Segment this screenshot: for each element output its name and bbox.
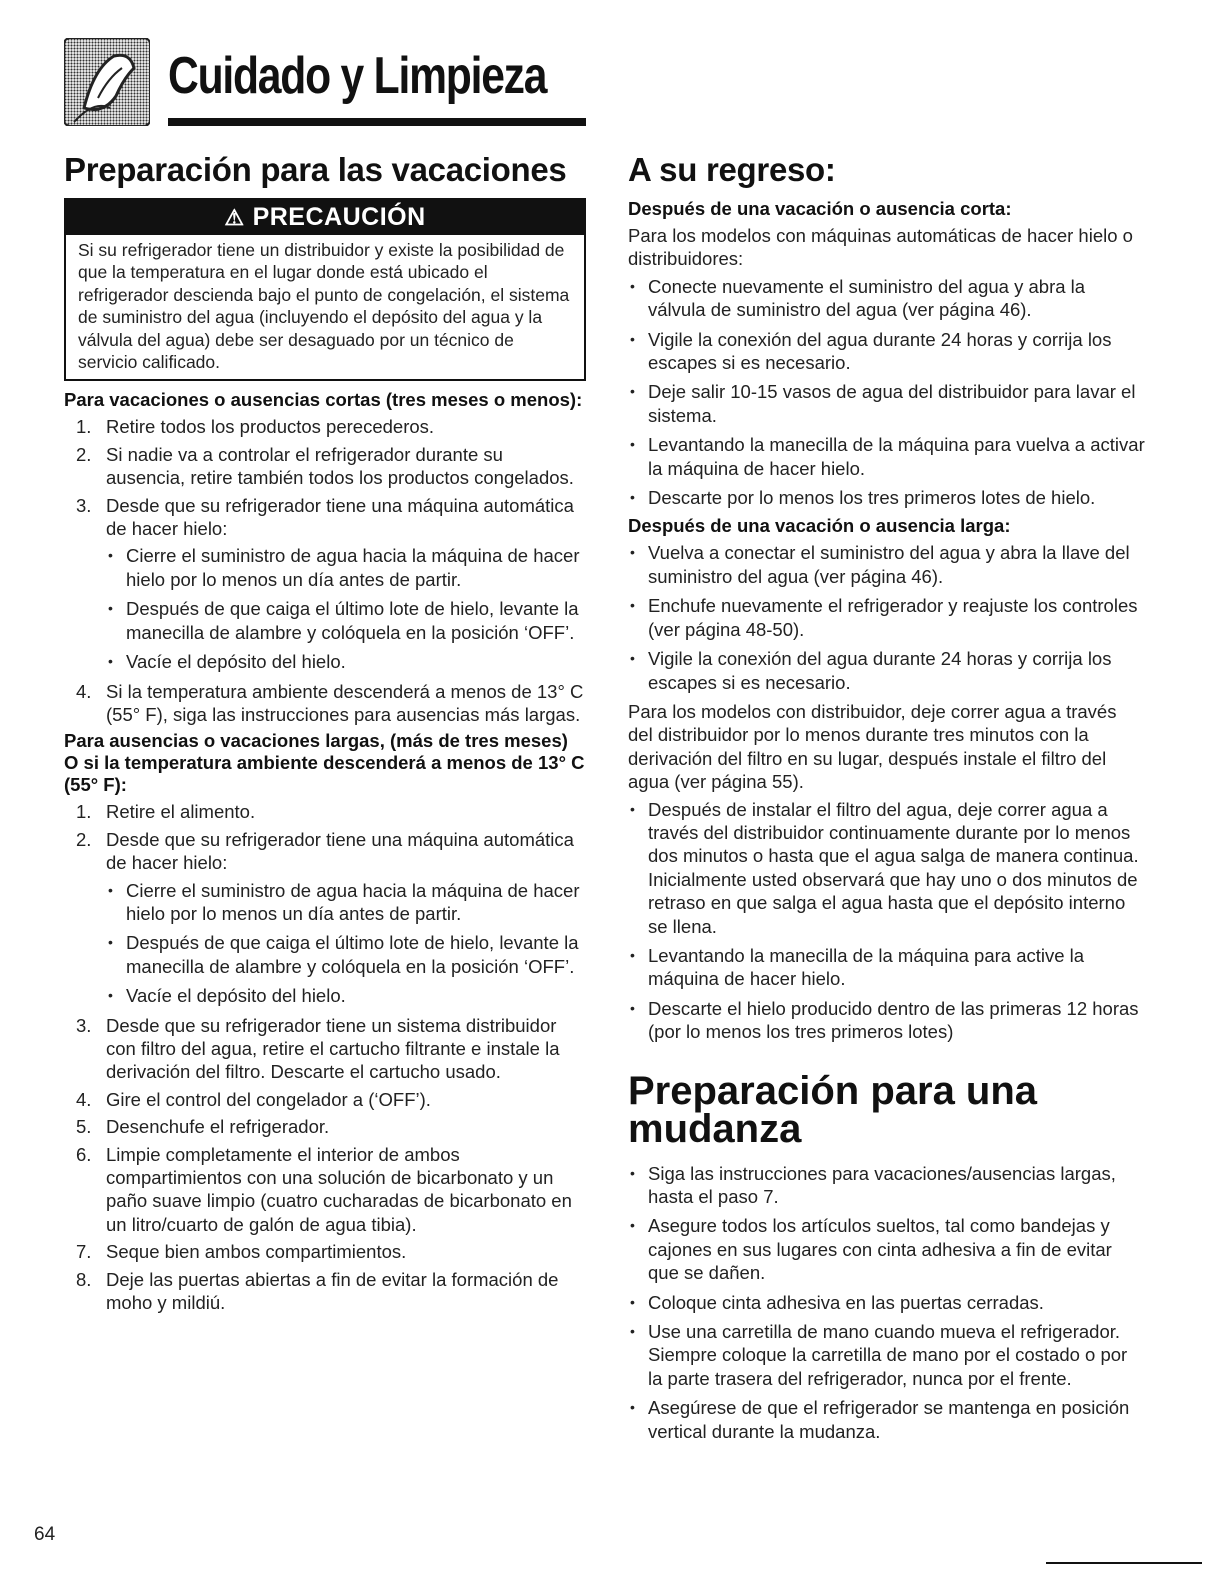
step-number: 4. <box>76 680 92 702</box>
sub-list-item: • Después de que caiga el último lote de hielo, levante la manecilla de alambre y colóquela en la posición ‘OFF’. <box>106 931 586 978</box>
caution-header <box>66 200 584 235</box>
list-item: • Siga las instrucciones para vacaciones/ausencias largas, hasta el paso 7. <box>628 1162 1146 1209</box>
list-item: • Vigile la conexión del agua durante 24 horas y corrija los escapes si es necesario. <box>628 647 1146 694</box>
step-text: Gire el control del congelador a (‘OFF’). <box>106 1088 431 1110</box>
cleaning-cloth-icon <box>64 38 150 126</box>
list-item <box>64 443 586 490</box>
list-item: • Enchufe nuevamente el refrigerador y reajuste los controles (ver página 48-50). <box>628 594 1146 641</box>
step-text: Deje las puertas abiertas a fin de evitar la formación de moho y mildiú. <box>106 1268 559 1314</box>
step-number: 2. <box>76 443 92 465</box>
return-section-title: A su regreso: <box>628 151 836 188</box>
list-item: • Levantando la manecilla de la máquina para vuelva a activar la máquina de hacer hielo. <box>628 433 1146 480</box>
step-text: Desenchufe el refrigerador. <box>106 1116 330 1138</box>
step-text: Limpie completamente el interior de ambos compartimientos con una solución de bicarbonato y un paño suave limpio (cuatro cucharadas de bicarbonato en un litro/cuarto de galón de agua tibia). <box>106 1143 572 1235</box>
list-item: • Coloque cinta adhesiva en las puertas cerradas. <box>628 1291 1146 1314</box>
caution-text: Si su refrigerador tiene un distribuidor y existe la posibilidad de que la temperatura en el lugar donde está ubicado el refrigerador descienda bajo el punto de congelación, el sistema de suministro del agua (incluyendo el depósito del agua y la válvula del agua) debe ser desaguado por un técnico de servicio calificado. <box>78 240 570 373</box>
list-item: • Vigile la conexión del agua durante 24 horas y corrija los escapes si es necesario. <box>628 328 1146 375</box>
step-number: 6. <box>76 1143 92 1165</box>
long-return-heading: Después de una vacación o ausencia larga: <box>628 515 1011 537</box>
step-text: Retire el alimento. <box>106 801 256 823</box>
list-item: • Use una carretilla de mano cuando mueva el refrigerador. Siempre coloque la carretilla de mano por el costado o por la parte trasera del refrigerador, nunca por el frente. <box>628 1320 1146 1390</box>
step-number: 8. <box>76 1268 92 1290</box>
list-item <box>64 415 586 438</box>
long-return-list <box>628 541 1146 693</box>
list-item <box>64 1240 586 1263</box>
step-text: Retire todos los productos perecederos. <box>106 416 435 438</box>
list-item <box>64 1014 586 1084</box>
page-number: 64 <box>34 1524 56 1545</box>
sub-list-item: • Vacíe el depósito del hielo. <box>106 650 586 673</box>
sub-list-item: • Cierre el suministro de agua hacia la máquina de hacer hielo por lo menos un día antes de partir. <box>106 544 586 591</box>
list-item: • Descarte el hielo producido dentro de las primeras 12 horas (por lo menos los tres primeros lotes) <box>628 997 1146 1044</box>
short-vacation-heading: Para vacaciones o ausencias cortas (tres meses o menos): <box>64 389 583 411</box>
step-number: 2. <box>76 828 92 850</box>
moving-section-title: Preparación para una mudanza <box>628 1068 1038 1151</box>
step-number: 1. <box>76 416 92 438</box>
step-text: Desde que su refrigerador tiene una máquina automática de hacer hielo: <box>106 828 574 874</box>
filter-list <box>628 798 1146 1044</box>
list-item: • Asegúrese de que el refrigerador se mantenga en posición vertical durante la mudanza. <box>628 1396 1146 1443</box>
list-item <box>64 800 586 823</box>
step-text: Si la temperatura ambiente descenderá a menos de 13° C (55° F), siga las instrucciones para ausencias más largas. <box>106 680 584 725</box>
step-text: Si nadie va a controlar el refrigerador durante su ausencia, retire también todos los productos congelados. <box>106 443 574 489</box>
step-text: Desde que su refrigerador tiene una máquina automática de hacer hielo: <box>106 494 574 540</box>
long-vacation-heading: Para ausencias o vacaciones largas, (más de tres meses) O si la temperatura ambiente descenderá a menos de 13° C (55° F): <box>64 730 585 796</box>
list-item: • Vuelva a conectar el suministro del agua y abra la llave del suministro del agua (ver página 46). <box>628 541 1146 588</box>
list-item <box>64 494 586 674</box>
list-item: • Deje salir 10-15 vasos de agua del distribuidor para lavar el sistema. <box>628 380 1146 427</box>
step-text: Desde que su refrigerador tiene un sistema distribuidor con filtro del agua, retire el cartucho filtrante e instale la derivación del filtro. Descarte el cartucho usado. <box>106 1014 560 1083</box>
warning-triangle-icon: ⚠ <box>224 205 245 230</box>
sub-list-item: • Después de que caiga el último lote de hielo, levante la manecilla de alambre y colóquela en la posición ‘OFF’. <box>106 597 586 644</box>
short-return-heading: Después de una vacación o ausencia corta: <box>628 198 1012 219</box>
sub-list-item: • Vacíe el depósito del hielo. <box>106 984 586 1007</box>
step-number: 4. <box>76 1088 92 1110</box>
list-item <box>64 1268 586 1315</box>
left-column <box>64 150 586 1318</box>
list-item <box>64 1143 586 1237</box>
short-vacation-steps <box>64 415 586 726</box>
list-item: • Conecte nuevamente el suministro del agua y abra la válvula de suministro del agua (ver página 46). <box>628 275 1146 322</box>
step-number: 1. <box>76 801 92 823</box>
caution-box <box>64 198 586 381</box>
right-column <box>628 150 1146 1449</box>
list-item <box>64 1115 586 1138</box>
step-number: 7. <box>76 1241 92 1263</box>
step-number: 3. <box>76 494 92 516</box>
footer-rule <box>1046 1562 1202 1564</box>
list-item <box>64 828 586 1008</box>
step-number: 5. <box>76 1116 92 1138</box>
page-header <box>64 38 586 128</box>
list-item: • Después de instalar el filtro del agua, deje correr agua a través del distribuidor continuamente durante por lo menos dos minutos o hasta que el agua salga de manera continua. Inicialmente usted observará que hay uno o dos minutos de retraso en que salga el agua hasta que el depósito interno se llena. <box>628 798 1146 938</box>
short-return-intro: Para los modelos con máquinas automáticas de hacer hielo o distribuidores: <box>628 225 1133 270</box>
dispenser-paragraph: Para los modelos con distribuidor, deje correr agua a través del distribuidor por lo menos durante tres minutos con la derivación del filtro en su lugar, después instale el filtro del agua (ver página 55). <box>628 700 1117 793</box>
list-item <box>64 680 586 727</box>
long-vacation-steps <box>64 800 586 1314</box>
step-text: Seque bien ambos compartimientos. <box>106 1241 407 1263</box>
list-item: • Levantando la manecilla de la máquina para active la máquina de hacer hielo. <box>628 944 1146 991</box>
step-number: 3. <box>76 1014 92 1036</box>
sub-list-item: • Cierre el suministro de agua hacia la máquina de hacer hielo por lo menos un día antes de partir. <box>106 879 586 926</box>
moving-list <box>628 1162 1146 1443</box>
list-item: • Descarte por lo menos los tres primeros lotes de hielo. <box>628 486 1146 509</box>
vacation-section-title: Preparación para las vacaciones <box>64 151 567 188</box>
page-title: Cuidado y Limpieza <box>168 47 547 105</box>
sub-list <box>106 879 586 1008</box>
caution-label: PRECAUCIÓN <box>252 203 426 231</box>
sub-list <box>106 544 586 673</box>
short-return-list <box>628 275 1146 510</box>
list-item <box>64 1088 586 1111</box>
list-item: • Asegure todos los artículos sueltos, tal como bandejas y cajones en sus lugares con cinta adhesiva a fin de evitar que se dañen. <box>628 1214 1146 1284</box>
title-underline <box>168 118 586 126</box>
